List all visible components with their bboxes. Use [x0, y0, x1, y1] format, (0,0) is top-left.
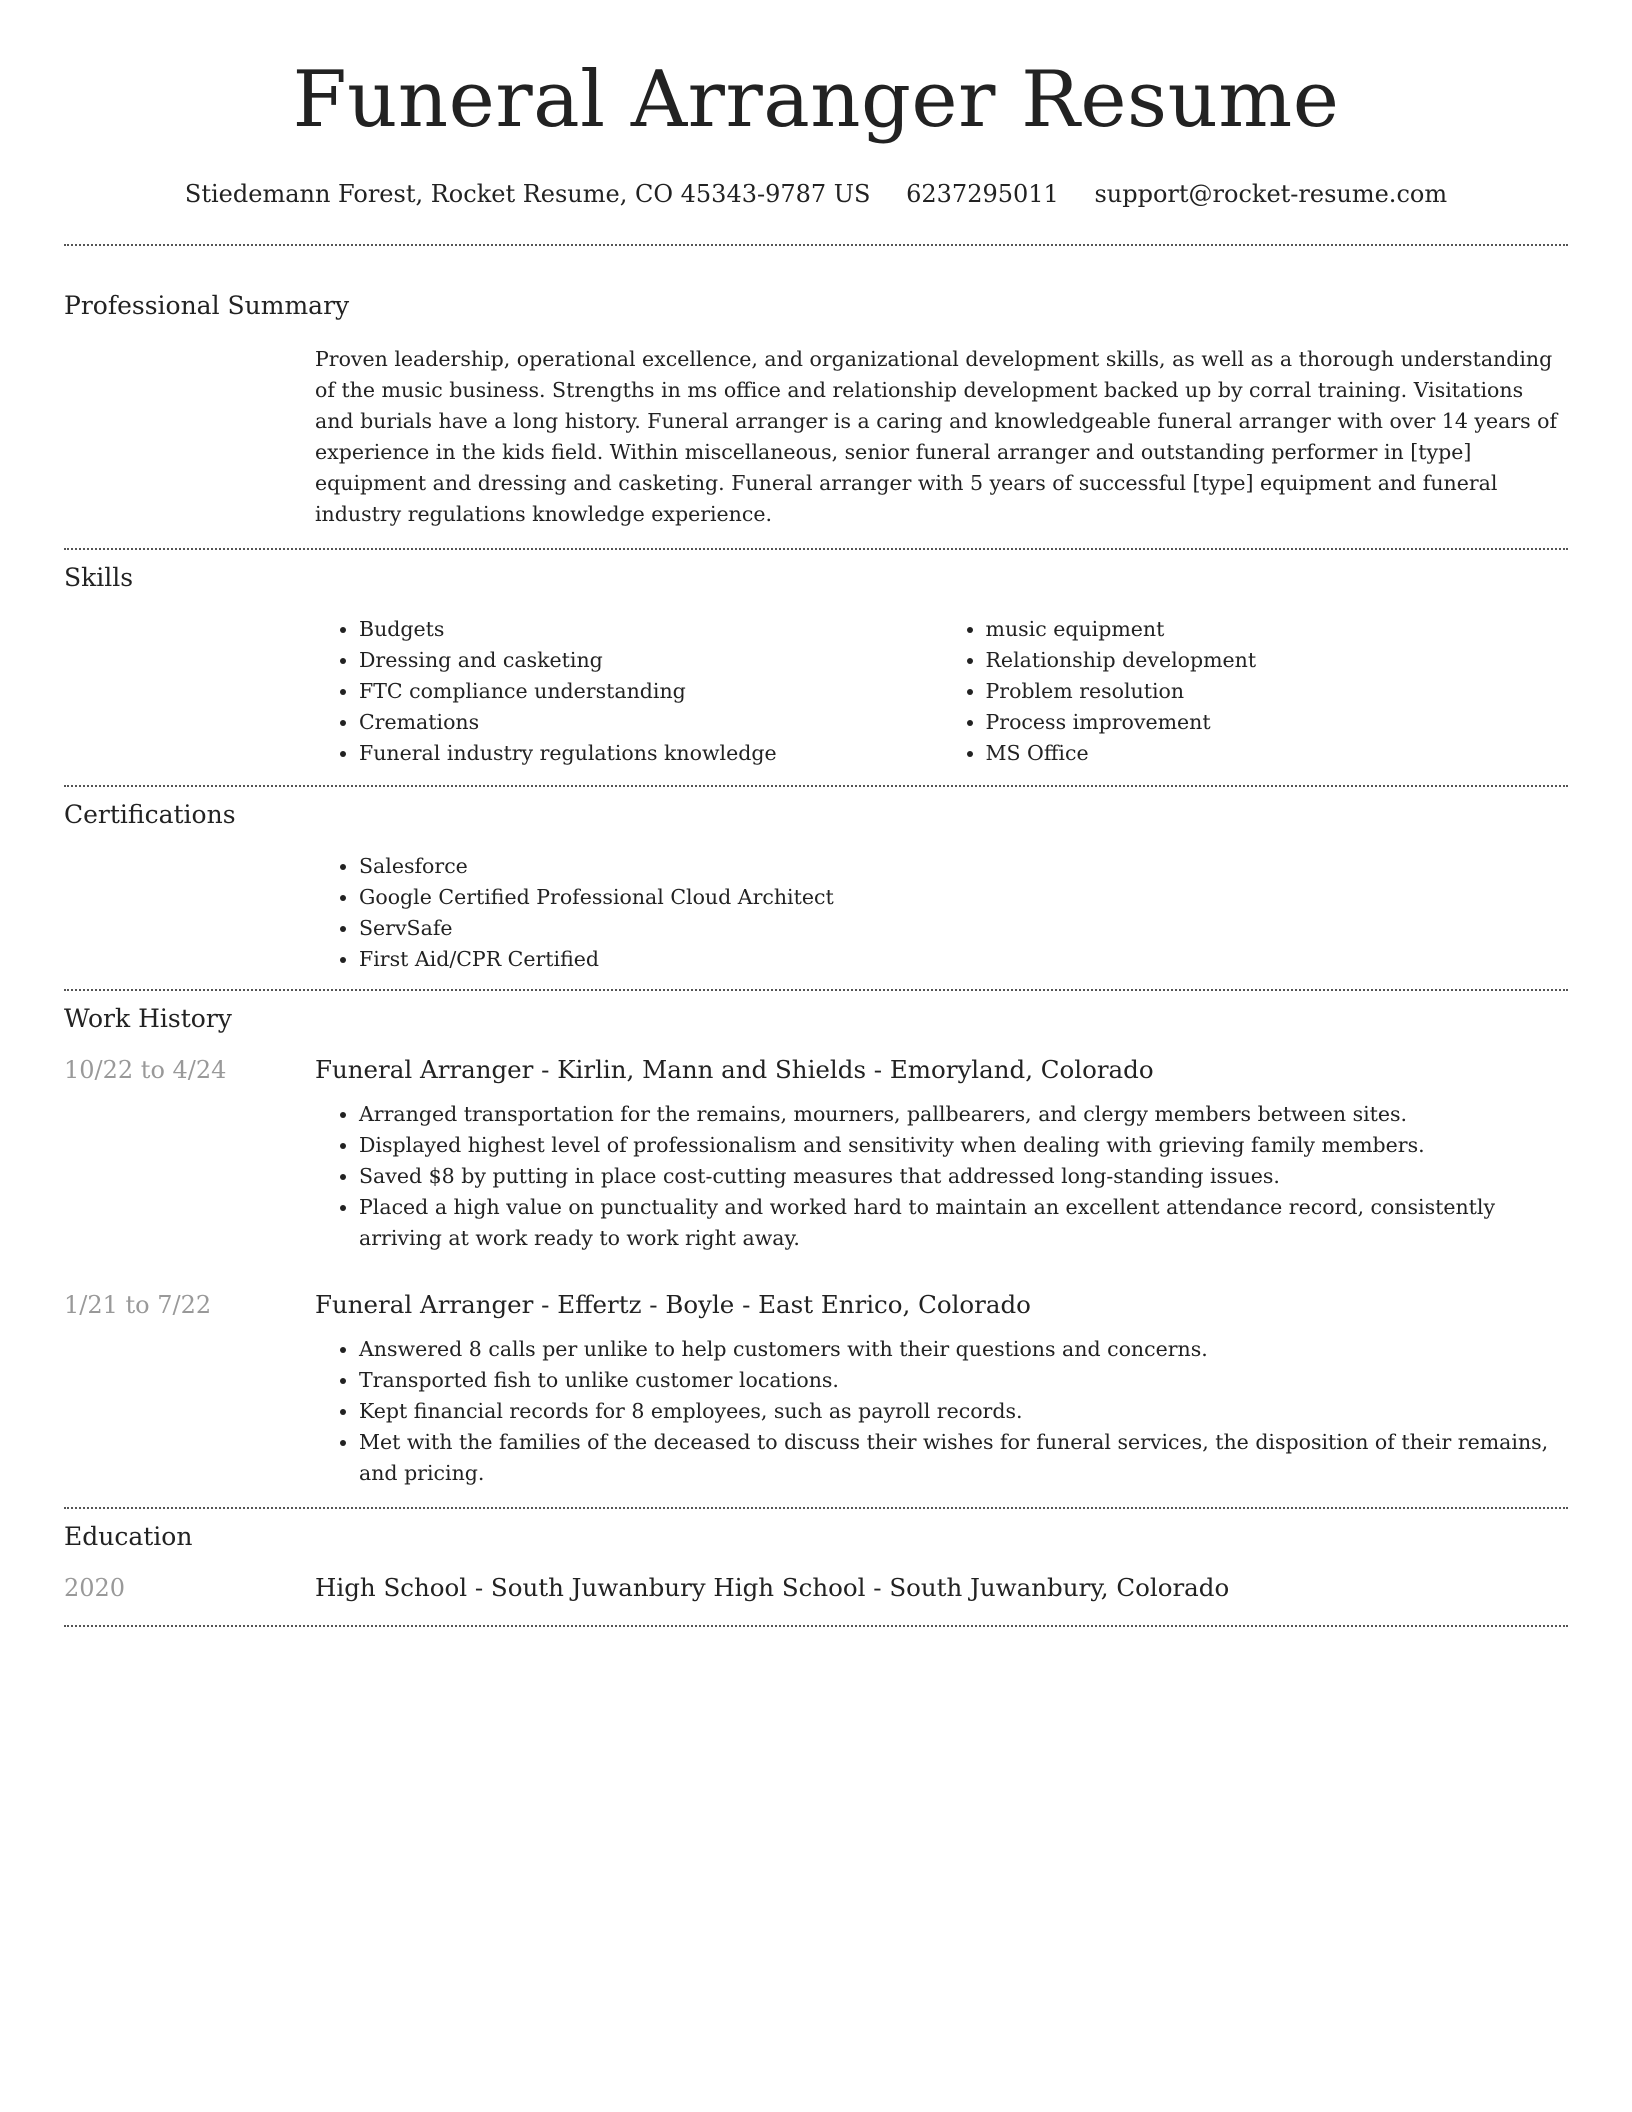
resume-page: [64, 0, 1568, 1627]
skill-item: • Funeral industry regulations knowledge: [359, 738, 942, 769]
skill-item: • Problem resolution: [986, 676, 1569, 707]
certification-item: • First Aid/CPR Certified: [359, 944, 1568, 975]
education-year: 2020: [64, 1574, 126, 1602]
section-title-certifications: Certifications: [64, 800, 236, 829]
job-bullet: • Saved $8 by putting in place cost-cutting measures that addressed long-standing issues.: [359, 1161, 1568, 1192]
skill-item: • Relationship development: [986, 645, 1569, 676]
certification-item: • Google Certified Professional Cloud Architect: [359, 882, 1568, 913]
job-title: Funeral Arranger - Kirlin, Mann and Shields - Emoryland, Colorado: [315, 1055, 1154, 1084]
job-bullet: • Transported fish to unlike customer locations.: [359, 1365, 1568, 1396]
job-dates: 10/22 to 4/24: [64, 1056, 227, 1084]
certification-item: • ServSafe: [359, 913, 1568, 944]
section-divider: [64, 1625, 1568, 1627]
job-bullet: • Placed a high value on punctuality and worked hard to maintain an excellent attendance record, consistently arriving at work ready to work right away.: [359, 1192, 1568, 1254]
job-details: [315, 1053, 1568, 1254]
skills-section: [64, 550, 1568, 785]
job-bullet: • Kept financial records for 8 employees, such as payroll records.: [359, 1396, 1568, 1427]
education-entry: [64, 1571, 1568, 1605]
resume-title: Funeral Arranger Resume: [292, 55, 1340, 145]
job-entry: [64, 1053, 1568, 1254]
section-title-education: Education: [64, 1522, 193, 1551]
job-entry: [64, 1288, 1568, 1489]
skills-columns: [315, 614, 1568, 769]
certifications-section: [64, 787, 1568, 989]
work-history-section: [64, 991, 1568, 1507]
certification-item: • Salesforce: [359, 851, 1568, 882]
skill-item: • Budgets: [359, 614, 942, 645]
skills-list-right: [942, 614, 1569, 769]
skill-item: • Process improvement: [986, 707, 1569, 738]
section-title-skills: Skills: [64, 563, 134, 592]
professional-summary-section: [64, 246, 1568, 530]
job-bullet: • Arranged transportation for the remains, mourners, pallbearers, and clergy members between sites.: [359, 1099, 1568, 1130]
contact-email: support@rocket-resume.com: [1094, 180, 1448, 208]
skills-list-left: [315, 614, 942, 769]
job-title: Funeral Arranger - Effertz - Boyle - East Enrico, Colorado: [315, 1290, 1031, 1319]
education-section: [64, 1509, 1568, 1625]
job-details: [315, 1288, 1568, 1489]
job-bullet: • Displayed highest level of professionalism and sensitivity when dealing with grieving family members.: [359, 1130, 1568, 1161]
education-title: High School - South Juwanbury High School - South Juwanbury, Colorado: [315, 1573, 1230, 1602]
skill-item: • MS Office: [986, 738, 1569, 769]
section-title-summary: Professional Summary: [64, 291, 350, 320]
section-title-work-history: Work History: [64, 1004, 232, 1033]
skill-item: • music equipment: [986, 614, 1569, 645]
contact-line: [64, 178, 1568, 210]
certifications-list: [315, 851, 1568, 975]
contact-phone: 6237295011: [906, 180, 1059, 208]
summary-text: Proven leadership, operational excellence, and organizational development skills, as well as a thorough understanding of the music business. Strengths in ms office and relationship development backed up by corral training. Visitations and burials have a long history. Funeral arranger is a caring and knowledgeable funeral arranger with over 14 years of experience in the kids field. Within miscellaneous, senior funeral arranger and outstanding performer in [type] equipment and dressing and casketing. Funeral arranger with 5 years of successful [type] equipment and funeral industry regulations knowledge experience.: [315, 347, 1558, 526]
job-bullets: [315, 1334, 1568, 1489]
skill-item: • FTC compliance understanding: [359, 676, 942, 707]
skill-item: • Cremations: [359, 707, 942, 738]
contact-address: Stiedemann Forest, Rocket Resume, CO 45343-9787 US: [184, 180, 871, 208]
skill-item: • Dressing and casketing: [359, 645, 942, 676]
job-dates: 1/21 to 7/22: [64, 1291, 212, 1319]
job-bullet: • Answered 8 calls per unlike to help customers with their questions and concerns.: [359, 1334, 1568, 1365]
job-bullet: • Met with the families of the deceased to discuss their wishes for funeral services, the disposition of their remains, and pricing.: [359, 1427, 1568, 1489]
job-bullets: [315, 1099, 1568, 1254]
